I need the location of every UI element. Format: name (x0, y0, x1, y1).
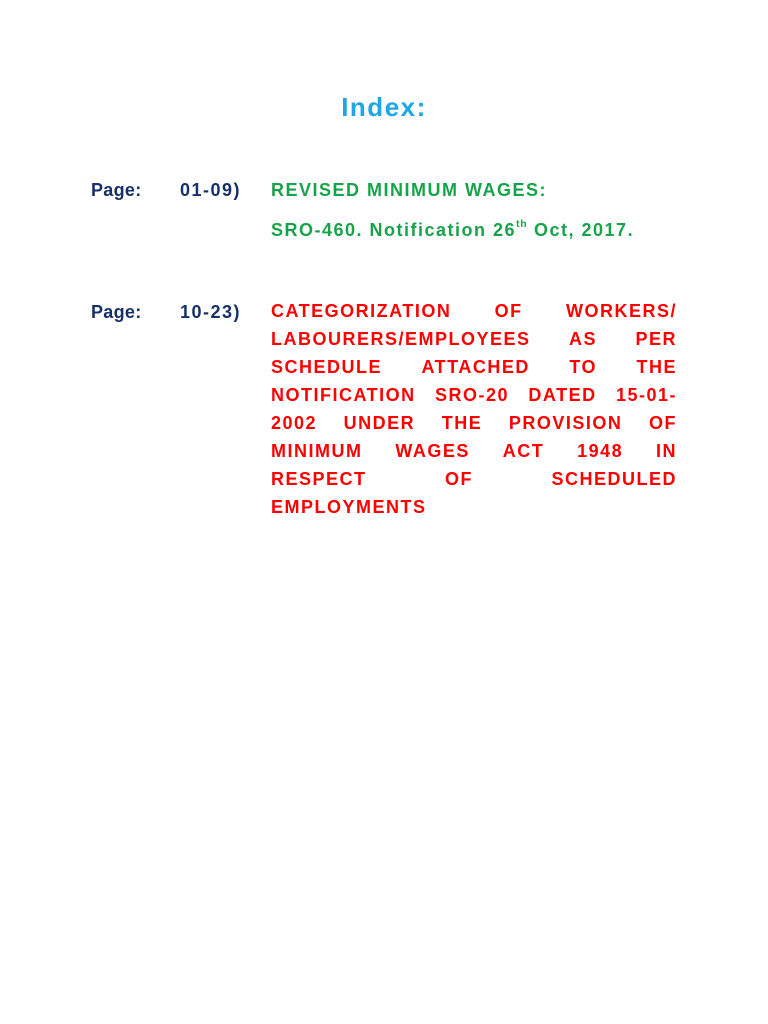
description-word: OF (494, 301, 523, 321)
description-line (271, 353, 677, 381)
description-line (271, 409, 677, 437)
description-word: SCHEDULE (271, 357, 383, 377)
description-last-line: EMPLOYMENTS (271, 497, 427, 517)
description-word: 15-01- (615, 385, 677, 405)
index-title: Index: (341, 92, 427, 122)
entry-description (271, 297, 677, 521)
page-label: Page: (91, 302, 142, 322)
description-line (271, 297, 677, 325)
description-word: OF (445, 469, 473, 489)
description-word: WAGES (395, 441, 470, 461)
description-word: ATTACHED (421, 357, 530, 377)
description-word: AS (569, 329, 598, 349)
description-word: MINIMUM (271, 441, 363, 461)
description-word: DATED (528, 385, 597, 405)
entry-heading: REVISED MINIMUM WAGES: (271, 180, 548, 200)
description-word: UNDER (343, 413, 416, 433)
description-line (271, 465, 677, 493)
description-line (271, 437, 677, 465)
page-range: 01-09) (180, 180, 242, 200)
entry-content (271, 180, 677, 241)
description-word: PROVISION (508, 413, 623, 433)
description-word: TO (569, 357, 597, 377)
subline-superscript: th (516, 219, 528, 230)
description-word: 1948 (577, 441, 624, 461)
subline-suffix: Oct, 2017. (527, 220, 635, 240)
description-word: LABOURERS/EMPLOYEES (271, 329, 531, 349)
description-word: THE (441, 413, 483, 433)
description-line (271, 381, 677, 409)
entry-subline (271, 219, 677, 241)
description-word: CATEGORIZATION (271, 301, 452, 321)
page-range: 10-23) (180, 302, 242, 322)
description-word: RESPECT (271, 469, 367, 489)
description-word: THE (636, 357, 677, 377)
description-word: PER (635, 329, 677, 349)
description-word: SCHEDULED (551, 469, 677, 489)
description-line (271, 325, 677, 353)
description-word: NOTIFICATION (271, 385, 416, 405)
description-word: WORKERS/ (565, 301, 677, 321)
page-label: Page: (91, 180, 142, 200)
description-word: 2002 (271, 413, 318, 433)
subline-prefix: SRO-460. Notification 26 (271, 220, 517, 240)
description-word: SRO-20 (435, 385, 510, 405)
description-word: OF (648, 413, 677, 433)
description-word: ACT (502, 441, 545, 461)
description-word: IN (655, 441, 677, 461)
